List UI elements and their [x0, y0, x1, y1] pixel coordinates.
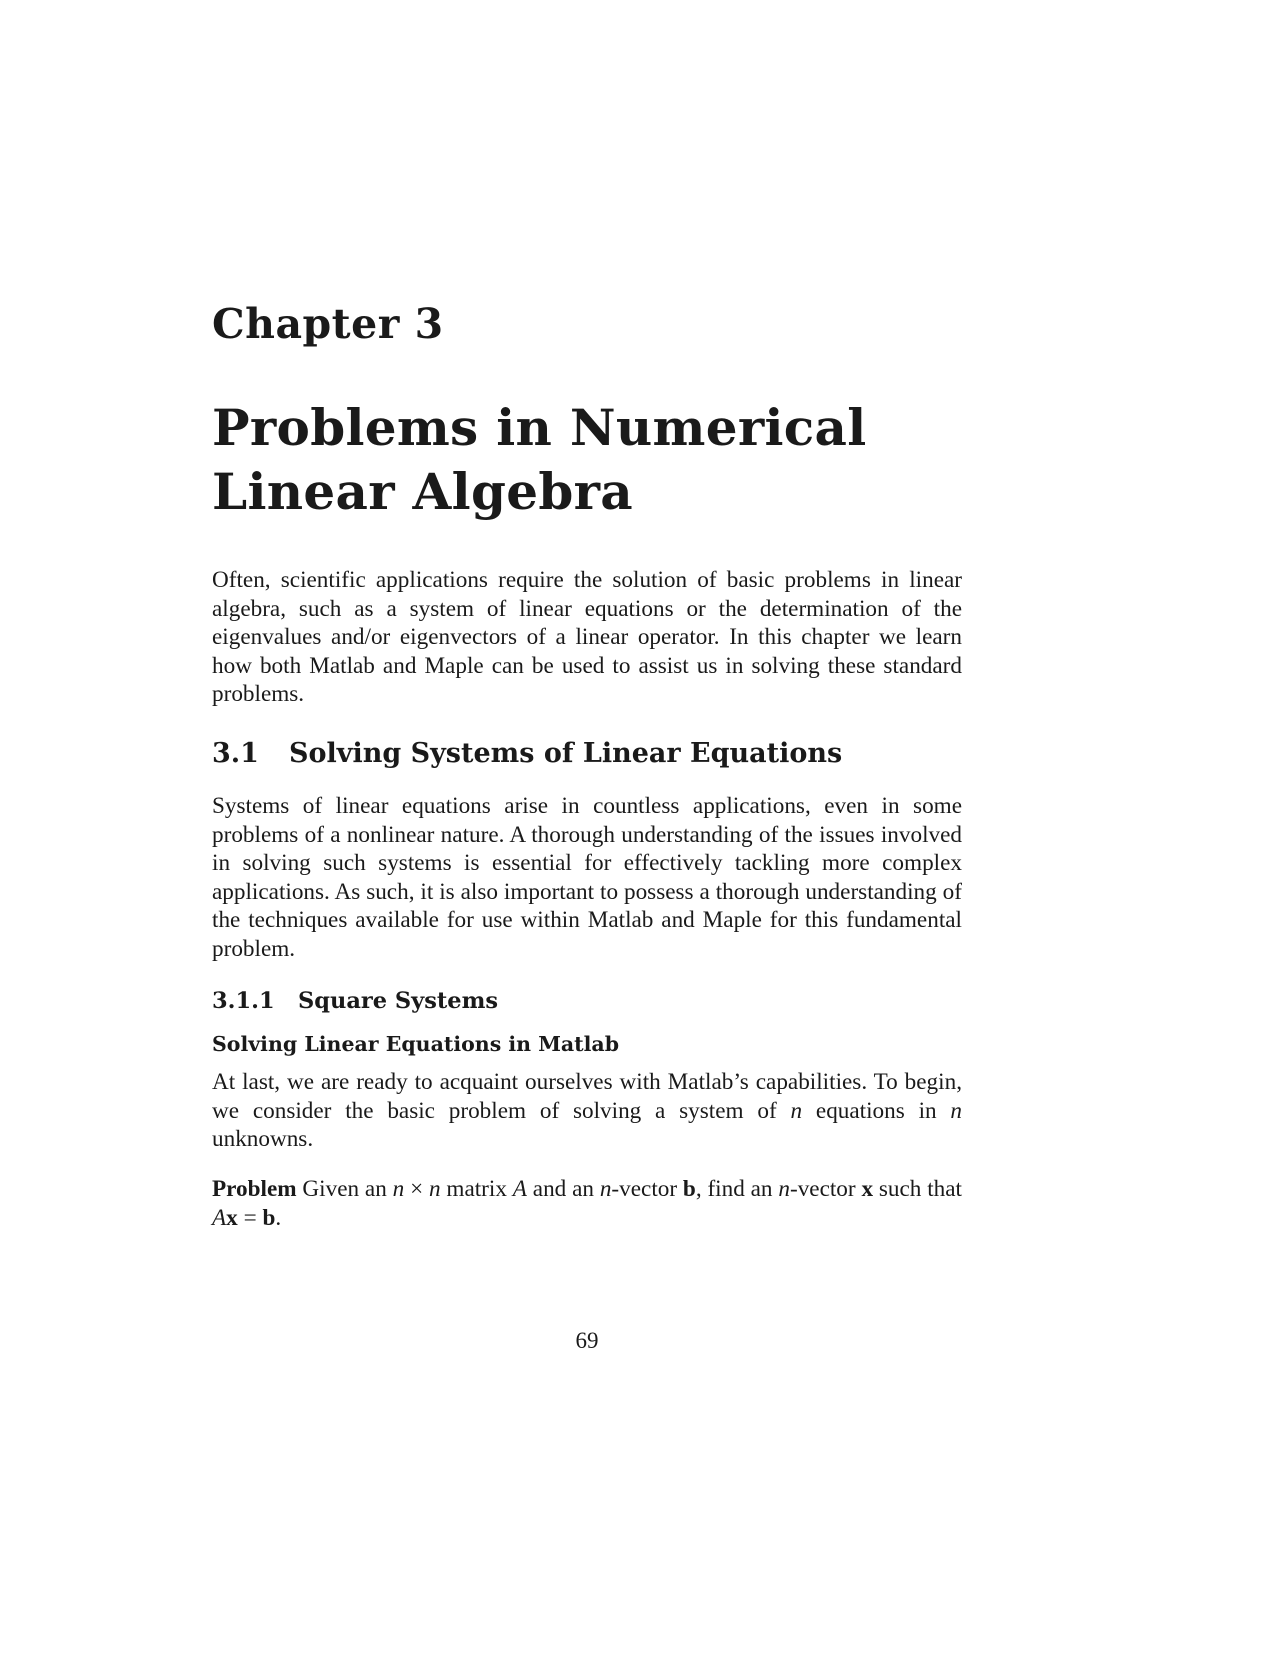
chapter-label: Chapter 3 [212, 300, 444, 348]
subsection-title: Square Systems [298, 988, 499, 1014]
math-times: × [404, 1176, 429, 1202]
paragraph-heading: Solving Linear Equations in Matlab [212, 1032, 620, 1056]
problem-text: -vector [789, 1176, 862, 1202]
math-n: n [428, 1176, 441, 1202]
matlab-paragraph [212, 1068, 962, 1154]
section-heading [212, 738, 842, 769]
subsection-heading [212, 988, 498, 1014]
math-b: b [682, 1176, 696, 1202]
matlab-text-3: unknowns. [212, 1126, 314, 1152]
math-n: n [392, 1176, 405, 1202]
subsection-number: 3.1.1 [212, 988, 275, 1014]
problem-text: such that [873, 1176, 963, 1202]
problem-text: , find an [695, 1176, 779, 1202]
math-x: x [861, 1176, 874, 1202]
problem-text: . [275, 1204, 282, 1231]
section-paragraph: Systems of linear equations arise in countless applications, even in some problems of a nonlinear nature. A thorough understanding of the issues involved in solving such systems is essential for effectively tackling more complex applications. As such, it is also important to possess a thorough understanding of the techniques available for use within Matlab and Maple for this fundamental problem. [212, 793, 962, 962]
math-n: n [950, 1097, 963, 1124]
math-n: n [790, 1097, 803, 1124]
math-A: A [512, 1176, 527, 1202]
problem-text: matrix [440, 1176, 513, 1202]
math-A: A [212, 1204, 227, 1231]
intro-paragraph: Often, scientific applications require the solution of basic problems in linear algebra, such as a system of linear equations or the determination of the eigenvalues and/or eigenvectors of a linear operator. In this chapter we learn how both Matlab and Maple can be used to assist us in solving these standard problems. [212, 567, 962, 707]
problem-text: -vector [611, 1176, 683, 1202]
problem-text: and an [526, 1176, 600, 1202]
chapter-title: Problems in Numerical Linear Algebra [212, 398, 867, 521]
math-n: n [778, 1176, 790, 1202]
section-title: Solving Systems of Linear Equations [289, 738, 843, 769]
math-n: n [599, 1176, 612, 1202]
matlab-text-2: equations in [802, 1097, 951, 1124]
math-equals: = [237, 1204, 263, 1231]
problem-label: Problem [212, 1176, 297, 1202]
problem-text: Given an [302, 1176, 393, 1202]
math-b: b [262, 1204, 276, 1231]
problem-statement [212, 1175, 962, 1232]
section-number: 3.1 [212, 738, 259, 769]
page-number: 69 [575, 1328, 599, 1353]
math-x: x [226, 1204, 238, 1231]
matlab-text-1: At last, we are ready to acquaint ourselves with Matlab’s capabilities. To begin, we consider the basic problem of solving a system of [212, 1069, 962, 1124]
